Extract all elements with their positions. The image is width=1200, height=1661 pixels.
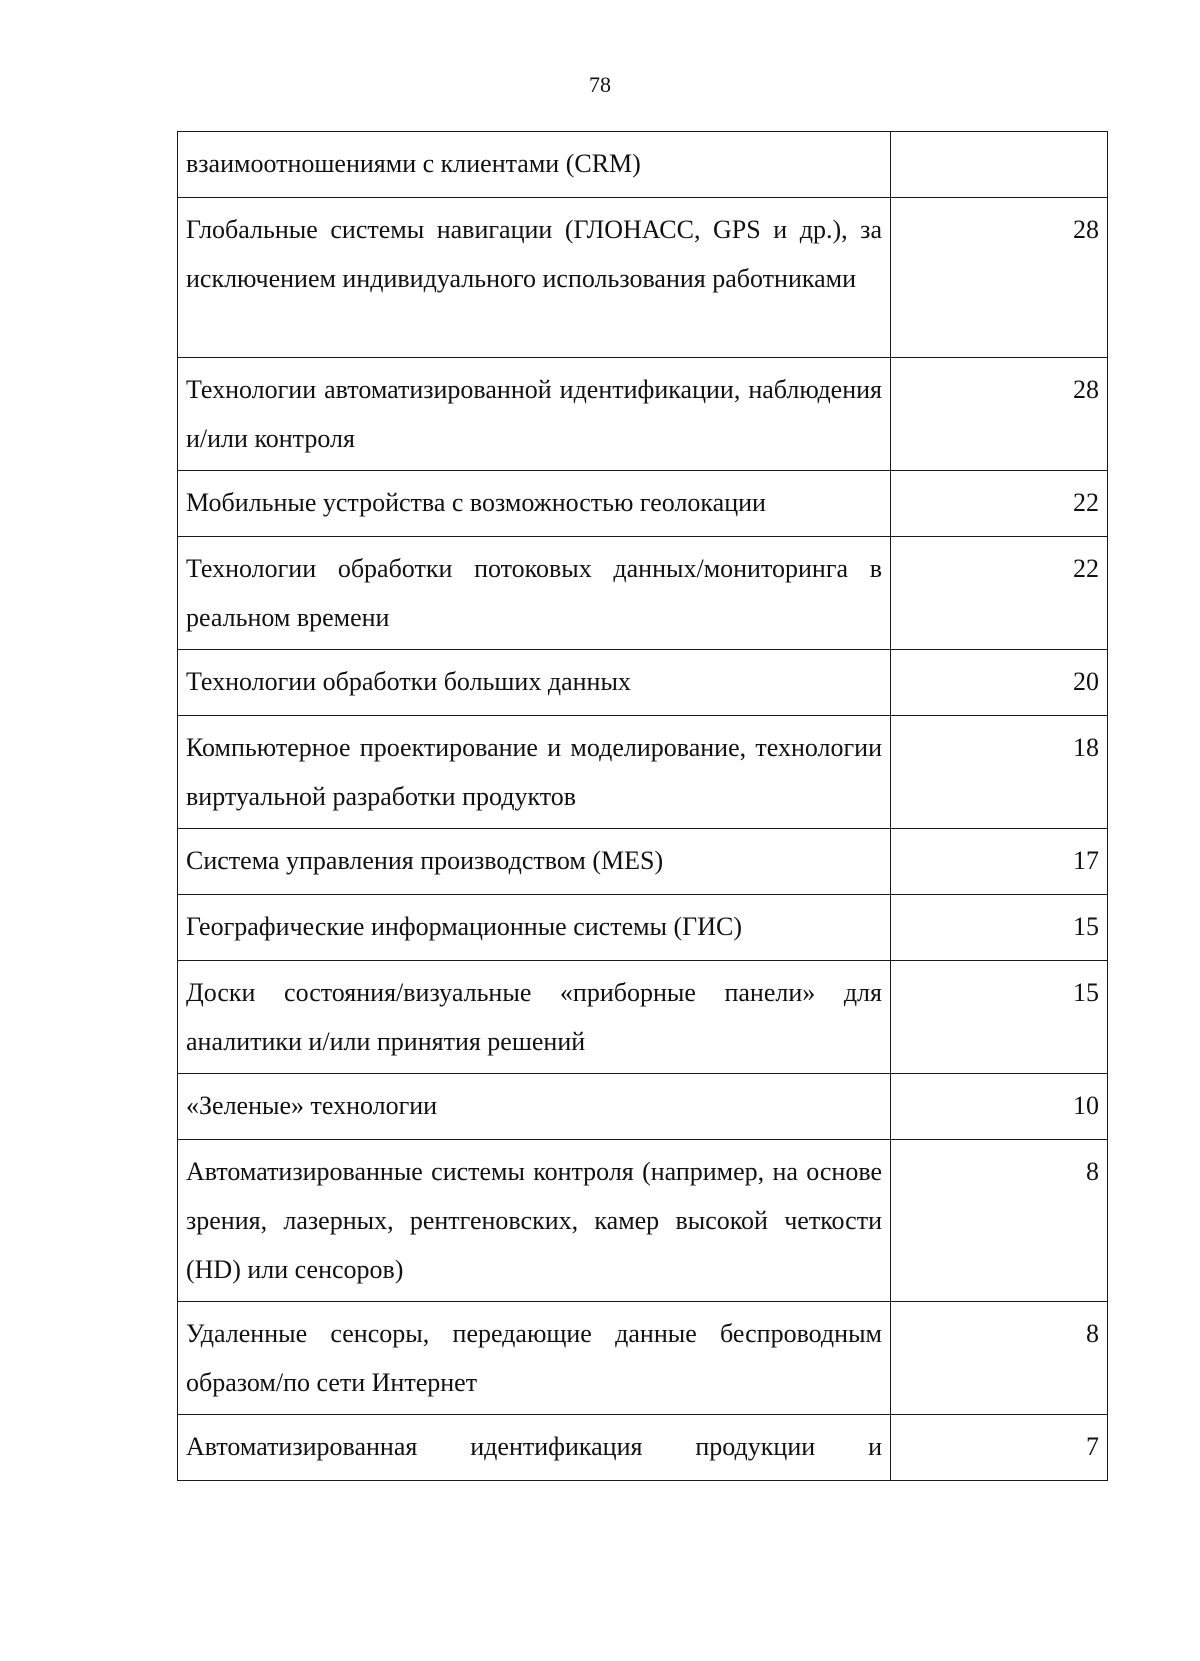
- table-cell-text: Компьютерное проектирование и моделирование, технологии виртуальной разработки продуктов: [178, 716, 891, 829]
- table-cell-value: 15: [891, 895, 1108, 961]
- table-cell-value: 22: [891, 537, 1108, 650]
- table-row: [178, 358, 1108, 471]
- table-row: [178, 961, 1108, 1074]
- table-row: [178, 471, 1108, 537]
- table-cell-value: 28: [891, 358, 1108, 471]
- table-cell-text: Мобильные устройства с возможностью геолокации: [178, 471, 891, 537]
- table-cell-text: Автоматизированная идентификация продукции и: [178, 1415, 891, 1481]
- table-cell-text: Доски состояния/визуальные «приборные панели» для аналитики и/или принятия решений: [178, 961, 891, 1074]
- table-cell-value: 8: [891, 1302, 1108, 1415]
- page-number: 78: [589, 72, 611, 97]
- table-cell-value: 8: [891, 1140, 1108, 1302]
- table-cell-text: Технологии обработки потоковых данных/мониторинга в реальном времени: [178, 537, 891, 650]
- table-row: [178, 650, 1108, 716]
- table-cell-text: Технологии автоматизированной идентификации, наблюдения и/или контроля: [178, 358, 891, 471]
- technology-table: [177, 131, 1108, 1481]
- table-cell-value: [891, 132, 1108, 198]
- table-row: [178, 1074, 1108, 1140]
- table-cell-text: взаимоотношениями с клиентами (CRM): [178, 132, 891, 198]
- table-row: [178, 829, 1108, 895]
- table-cell-text: Глобальные системы навигации (ГЛОНАСС, GPS и др.), за исключением индивидуального использования работниками: [178, 198, 891, 358]
- table-row: [178, 1302, 1108, 1415]
- table-row: [178, 198, 1108, 358]
- table-cell-value: 10: [891, 1074, 1108, 1140]
- table-cell-value: 7: [891, 1415, 1108, 1481]
- table-cell-value: 28: [891, 198, 1108, 358]
- table-cell-value: 17: [891, 829, 1108, 895]
- table-cell-text: Технологии обработки больших данных: [178, 650, 891, 716]
- table-row: [178, 537, 1108, 650]
- table-row: [178, 132, 1108, 198]
- table-row: [178, 716, 1108, 829]
- table-cell-value: 20: [891, 650, 1108, 716]
- table-row: [178, 895, 1108, 961]
- table-cell-text: Удаленные сенсоры, передающие данные беспроводным образом/по сети Интернет: [178, 1302, 891, 1415]
- table-cell-text: Автоматизированные системы контроля (например, на основе зрения, лазерных, рентгеновских, камер высокой четкости (HD) или сенсоров): [178, 1140, 891, 1302]
- table-cell-text: «Зеленые» технологии: [178, 1074, 891, 1140]
- table-cell-value: 15: [891, 961, 1108, 1074]
- table-cell-value: 18: [891, 716, 1108, 829]
- table-cell-value: 22: [891, 471, 1108, 537]
- table-cell-text: Географические информационные системы (ГИС): [178, 895, 891, 961]
- table-row: [178, 1140, 1108, 1302]
- table-row: [178, 1415, 1108, 1481]
- table-cell-text: Система управления производством (MES): [178, 829, 891, 895]
